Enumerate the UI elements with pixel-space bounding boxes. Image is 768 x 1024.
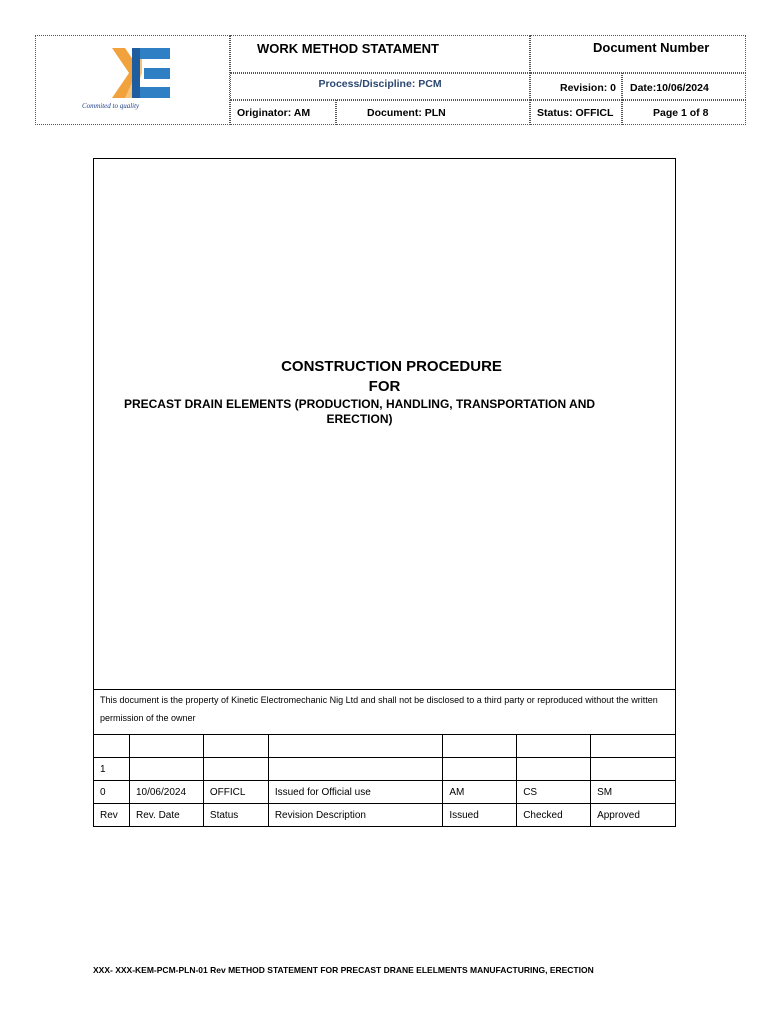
table-row (94, 781, 676, 804)
table-cell (268, 735, 443, 758)
table-cell: Approved (591, 804, 676, 827)
table-cell: 0 (94, 781, 130, 804)
table-cell: Issued for Official use (268, 781, 443, 804)
document-type-title: WORK METHOD STATAMENT (230, 35, 530, 73)
document-number-label: Document Number (530, 35, 746, 73)
table-cell (268, 758, 443, 781)
table-row (94, 735, 676, 758)
table-cell (517, 735, 591, 758)
table-cell: CS (517, 781, 591, 804)
table-cell: SM (591, 781, 676, 804)
table-cell (591, 758, 676, 781)
table-cell (443, 735, 517, 758)
company-logo (112, 48, 172, 104)
table-cell: Issued (443, 804, 517, 827)
table-cell (94, 735, 130, 758)
cover-subtitle: PRECAST DRAIN ELEMENTS (PRODUCTION, HANDLING, TRANSPORTATION AND ERECTION) (123, 397, 596, 426)
cover-title: CONSTRUCTION PROCEDURE (281, 358, 502, 375)
cover-title-for: FOR (368, 378, 401, 395)
originator-label: Originator: AM (230, 100, 336, 125)
table-cell (203, 758, 268, 781)
logo-tagline: Commited to quality (82, 102, 140, 110)
table-cell: 1 (94, 758, 130, 781)
page-number-label: Page 1 of 8 (622, 100, 746, 125)
document-code-label: Document: PLN (336, 100, 530, 125)
logo-cell (35, 35, 230, 125)
table-cell (203, 735, 268, 758)
document-header (35, 35, 746, 125)
table-cell (129, 735, 203, 758)
table-cell: OFFICL (203, 781, 268, 804)
table-cell (591, 735, 676, 758)
revision-label: Revision: 0 (530, 73, 622, 100)
table-cell: AM (443, 781, 517, 804)
table-row (94, 758, 676, 781)
table-cell: Status (203, 804, 268, 827)
table-header-row (94, 804, 676, 827)
table-cell: Rev (94, 804, 130, 827)
cover-title-box (93, 158, 676, 690)
table-cell: Revision Description (268, 804, 443, 827)
table-cell (129, 758, 203, 781)
process-discipline: Process/Discipline: PCM (230, 73, 530, 100)
date-label: Date:10/06/2024 (622, 73, 746, 100)
table-cell: Checked (517, 804, 591, 827)
table-cell: Rev. Date (129, 804, 203, 827)
page-footer: XXX- XXX-KEM-PCM-PLN-01 Rev METHOD STATEMENT FOR PRECAST DRANE ELELMENTS MANUFACTURING, ERECTION (93, 965, 594, 975)
revision-table (93, 734, 676, 827)
table-cell (443, 758, 517, 781)
status-label: Status: OFFICL (530, 100, 622, 125)
table-cell (517, 758, 591, 781)
ownership-notice: This document is the property of Kinetic Electromechanic Nig Ltd and shall not be disclosed to a third party or reproduced without the written permission of the owner (93, 689, 676, 735)
table-cell: 10/06/2024 (129, 781, 203, 804)
